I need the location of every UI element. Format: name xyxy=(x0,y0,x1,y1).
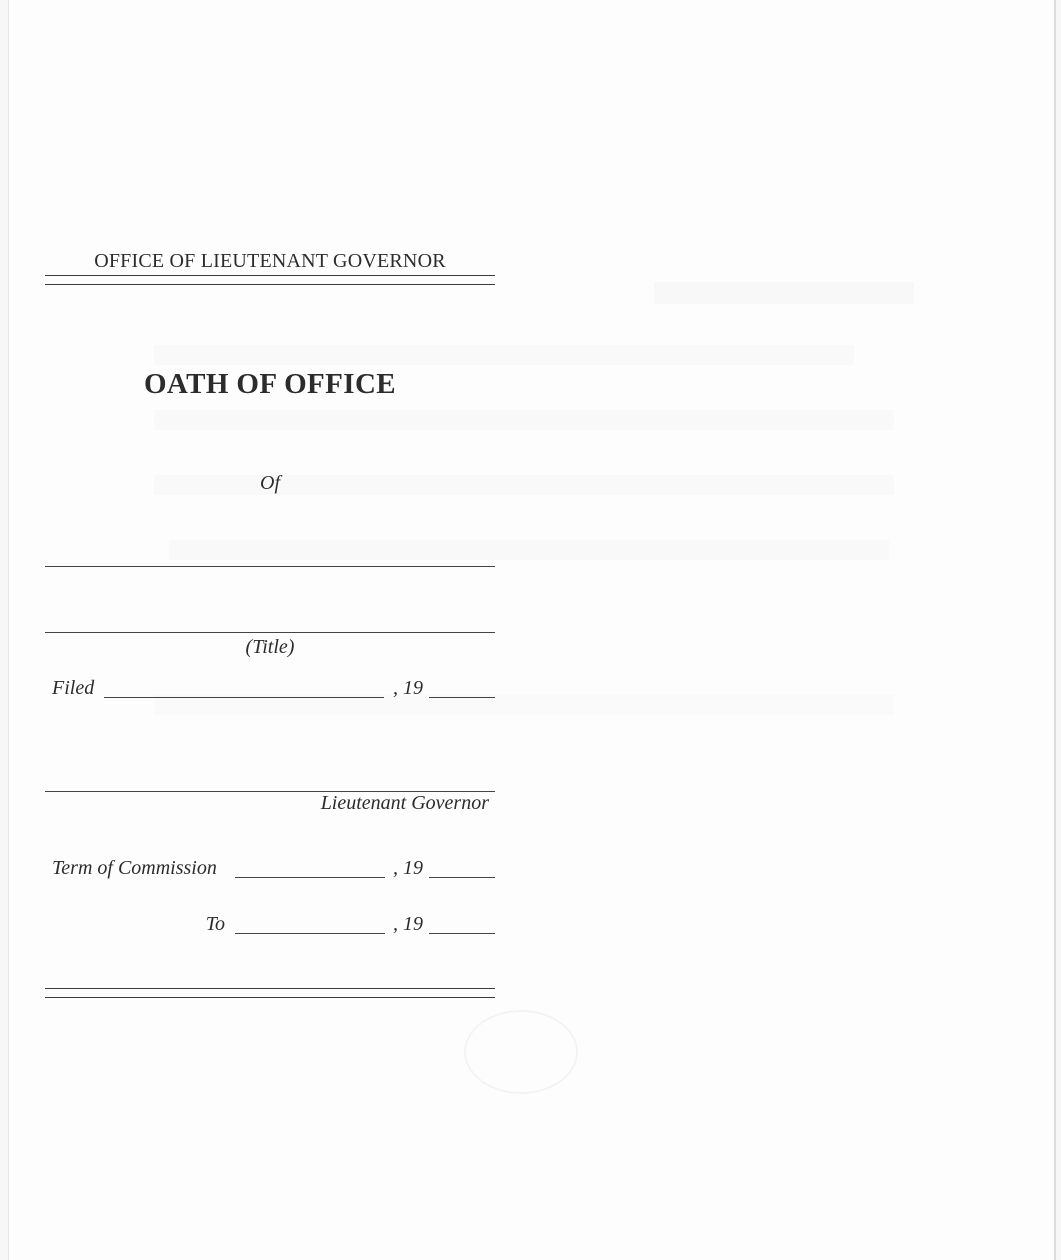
filed-date-line[interactable] xyxy=(104,697,384,698)
header-rule-top xyxy=(45,275,495,276)
header-rule-bottom xyxy=(45,284,495,285)
term-start-year-prefix: , 19 xyxy=(393,857,423,879)
title-field-line[interactable] xyxy=(45,632,495,633)
term-end-date-line[interactable] xyxy=(235,933,385,934)
office-heading: OFFICE OF LIEUTENANT GOVERNOR xyxy=(94,250,446,272)
lieutenant-governor-label: Lieutenant Governor xyxy=(320,792,489,814)
term-start-date-line[interactable] xyxy=(235,877,385,878)
document-page xyxy=(8,0,1056,1260)
title-caption: (Title) xyxy=(245,636,295,658)
term-end-year-prefix: , 19 xyxy=(393,913,423,935)
filed-year-prefix: , 19 xyxy=(393,677,423,699)
filed-label: Filed xyxy=(52,677,95,699)
term-start-year-line[interactable] xyxy=(429,877,495,878)
to-label: To xyxy=(205,913,225,935)
of-label: Of xyxy=(260,472,280,494)
name-field-line[interactable] xyxy=(45,566,495,567)
footer-rule-bottom xyxy=(45,997,495,998)
filed-year-line[interactable] xyxy=(429,697,495,698)
document-title: OATH OF OFFICE xyxy=(143,368,397,400)
term-label: Term of Commission xyxy=(52,857,217,879)
term-end-year-line[interactable] xyxy=(429,933,495,934)
footer-rule-top xyxy=(45,988,495,989)
